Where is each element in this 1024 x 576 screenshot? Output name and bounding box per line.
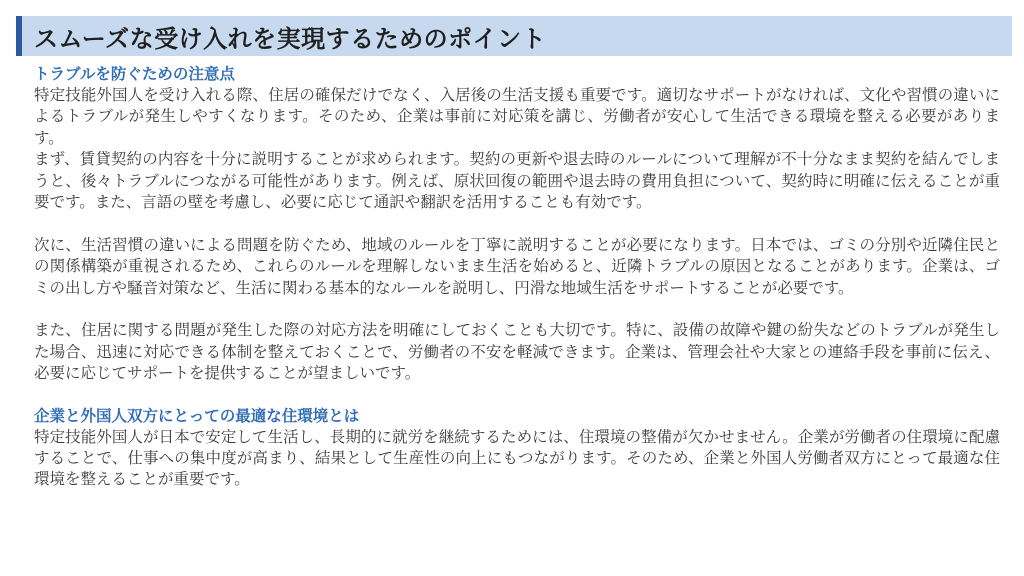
slide-title-bar bbox=[16, 16, 1012, 56]
paragraph-rental-contract: まず、賃貸契約の内容を十分に説明することが求められます。契約の更新や退去時のルールについて理解が不十分なまま契約を結んでしまうと、後々トラブルにつながる可能性があります。例えば、原状回復の範囲や退去時の費用負担について、契約時に明確に伝えることが重要です。また、言語の壁を考慮し、必要に応じて通訳や翻訳を活用することも有効です。 bbox=[34, 150, 1000, 212]
paragraph-optimal-housing: 特定技能外国人が日本で安定して生活し、長期的に就労を継続するためには、住環境の整備が欠かせません。企業が労働者の住環境に配慮することで、仕事への集中度が高まり、結果として生産性の向上にもつながります。そのため、企業と外国人労働者双方にとって最適な住環境を整えることが重要です。 bbox=[34, 427, 1000, 489]
paragraph-spacer bbox=[34, 299, 1000, 320]
section-heading-optimal-housing: 企業と外国人双方にとっての最適な住環境とは bbox=[34, 406, 360, 425]
section-spacer bbox=[34, 385, 1000, 406]
slide-content bbox=[34, 64, 1000, 491]
paragraph-housing-issues: また、住居に関する問題が発生した際の対応方法を明確にしておくことも大切です。特に、設備の故障や鍵の紛失などのトラブルが発生した場合、迅速に対応できる体制を整えておくことで、労働者の不安を軽減できます。企業は、管理会社や大家との連絡手段を事前に伝え、必要に応じてサポートを提供することが望ましいです。 bbox=[34, 321, 1000, 383]
paragraph-intro: 特定技能外国人を受け入れる際、住居の確保だけでなく、入居後の生活支援も重要です。適切なサポートがなければ、文化や習慣の違いによるトラブルが発生しやすくなります。そのため、企業は事前に対応策を講じ、労働者が安心して生活できる環境を整える必要があります。 bbox=[34, 86, 1000, 147]
slide-title: スムーズな受け入れを実現するためのポイント bbox=[34, 24, 547, 53]
paragraph-local-rules: 次に、生活習慣の違いによる問題を防ぐため、地域のルールを丁寧に説明することが必要になります。日本では、ゴミの分別や近隣住民との関係構築が重視されるため、これらのルールを理解しないまま生活を始めると、近隣トラブルの原因となることがあります。企業は、ゴミの出し方や騒音対策など、生活に関わる基本的なルールを説明し、円滑な地域生活をサポートすることが必要です。 bbox=[34, 235, 1000, 297]
section-heading-trouble-prevention: トラブルを防ぐための注意点 bbox=[34, 65, 235, 83]
paragraph-spacer bbox=[34, 213, 1000, 234]
